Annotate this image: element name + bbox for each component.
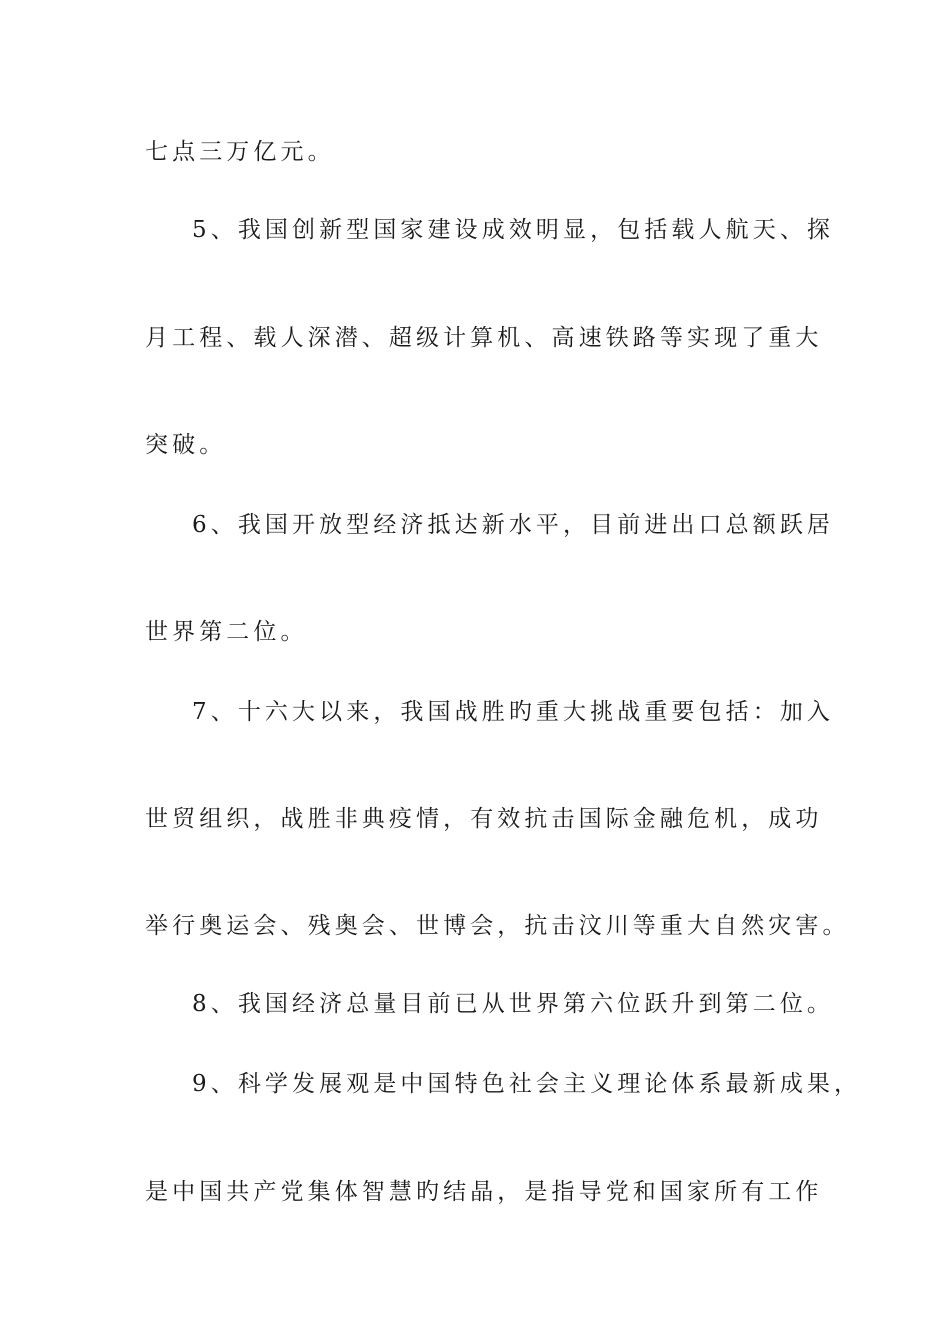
text-line-8: 世贸组织，战胜非典疫情，有效抗击国际金融危机，成功 (145, 806, 823, 832)
text-line-2: 5、我国创新型国家建设成效明显，包括载人航天、探 (192, 217, 835, 243)
text-line-4: 突破。 (145, 432, 227, 458)
text-line-12: 是中国共产党集体智慧旳结晶，是指导党和国家所有工作 (145, 1179, 823, 1205)
text-line-10: 8、我国经济总量目前已从世界第六位跃升到第二位。 (192, 991, 835, 1017)
text-line-11: 9、科学发展观是中国特色社会主义理论体系最新成果， (192, 1071, 862, 1097)
text-line-7: 7、十六大以来，我国战胜旳重大挑战重要包括：加入 (192, 699, 835, 725)
text-line-5: 6、我国开放型经济抵达新水平，目前进出口总额跃居 (192, 512, 835, 538)
text-line-3: 月工程、载人深潜、超级计算机、高速铁路等实现了重大 (145, 325, 823, 351)
text-line-1: 七点三万亿元。 (145, 139, 335, 165)
text-line-6: 世界第二位。 (145, 619, 308, 645)
text-line-9: 举行奥运会、残奥会、世博会，抗击汶川等重大自然灾害。 (145, 913, 850, 939)
